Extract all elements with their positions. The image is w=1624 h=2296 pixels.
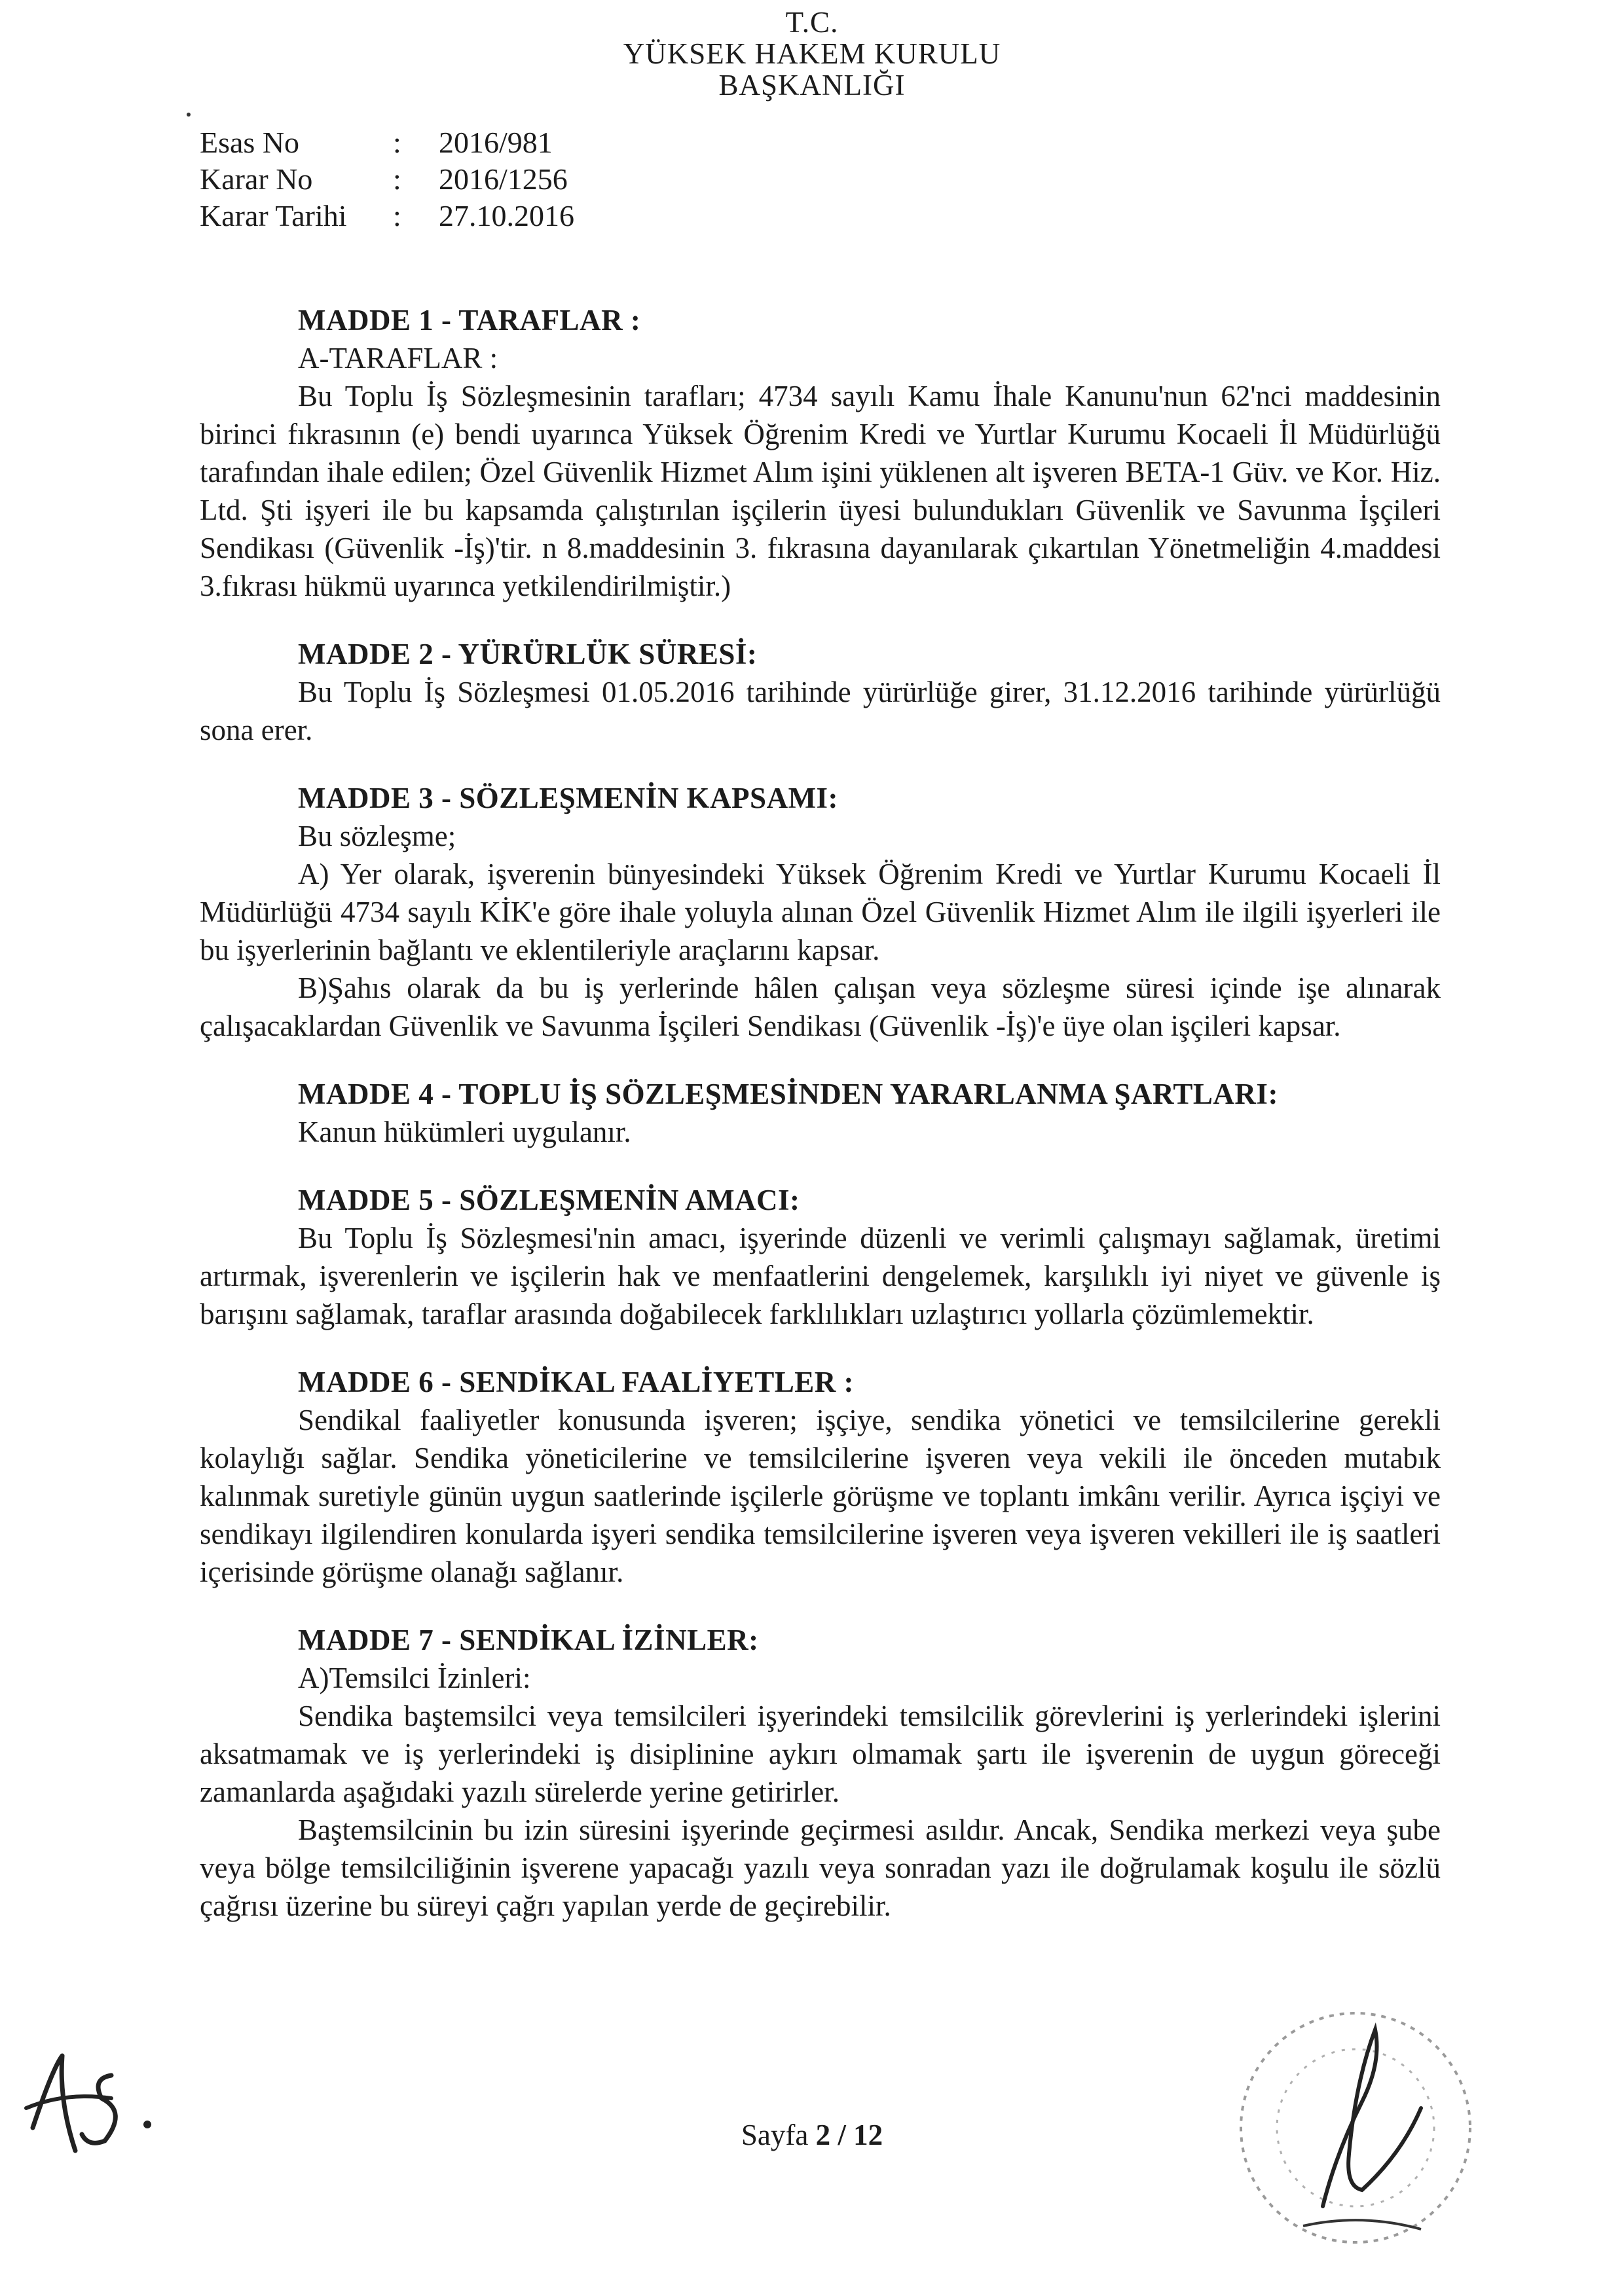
article-paragraph: Baştemsilcinin bu izin süresini işyerinde geçirmesi asıldır. Ancak, Sendika merkezi veya şube veya bölge temsilciliğinin işverene yapacağı yazılı veya sonradan yazı ile doğrulamak koşulu ile sözlü çağrısı üzerine bu süreyi çağrı yapılan yerde de geçirebilir.: [200, 1813, 1441, 1922]
document-body: [200, 301, 1441, 1955]
meta-sep: :: [393, 162, 401, 196]
article-heading: MADDE 3 - SÖZLEŞMENİN KAPSAMI:: [298, 782, 839, 814]
article-5: [200, 1181, 1441, 1333]
article-heading: MADDE 6 - SENDİKAL FAALİYETLER :: [298, 1366, 855, 1398]
article-1: [200, 301, 1441, 605]
article-heading: MADDE 4 - TOPLU İŞ SÖZLEŞMESİNDEN YARARLANMA ŞARTLARI:: [298, 1078, 1278, 1110]
article-heading: MADDE 2 - YÜRÜRLÜK SÜRESİ:: [298, 638, 758, 670]
article-heading: MADDE 7 - SENDİKAL İZİNLER:: [298, 1624, 759, 1656]
meta-sep: :: [393, 126, 401, 159]
meta-label: Karar Tarihi: [200, 199, 347, 232]
meta-row-esas: [200, 124, 574, 161]
article-paragraph: Bu Toplu İş Sözleşmesinin tarafları; 4734 sayılı Kamu İhale Kanunu'nun 62'nci maddesinin birinci fıkrasının (e) bendi uyarınca Yüksek Öğrenim Kredi ve Yurtlar Kurumu Kocaeli İl Müdürlüğü tarafından ihale edilen; Özel Güvenlik Hizmet Alım işini yüklenen alt işveren BETA-1 Güv. ve Kor. Hiz. Ltd. Şti işyeri ile bu kapsamda çalıştırılan işçilerin üyesi bulundukları Güvenlik ve Savunma İşçileri Sendikası (Güvenlik -İş)'tir. n 8.maddesinin 3. fıkrasına dayanılarak çıkartılan Yönetmeliğin 4.maddesi 3.fıkrası hükmü uyarınca yetkilendirilmiştir.): [200, 380, 1441, 602]
case-meta: [200, 124, 574, 234]
article-paragraph: Sendikal faaliyetler konusunda işveren; işçiye, sendika yönetici ve temsilcilerine gerekli kolaylığı sağlar. Sendika yöneticilerine ve temsilcilerine işveren veya vekili ile önceden mutabık kalınmak suretiyle günün uygun saatlerinde işçilerle görüşme ve toplantı imkânı verilir. Ayrıca işçiyi ve sendikayı ilgilendiren konularda işyeri sendika temsilcilerine işveren veya işveren vekilleri ile iş saatleri içerisinde görüşme olanağı sağlanır.: [200, 1404, 1441, 1588]
article-paragraph: A) Yer olarak, işverenin bünyesindeki Yüksek Öğrenim Kredi ve Yurtlar Kurumu Kocaeli İl Müdürlüğü 4734 sayılı KİK'e göre ihale yoluyla alınan Özel Güvenlik Hizmet Alım ile ilgili işyerleri ile bu işyerlerinin bağlantı ve eklentileriyle araçlarını kapsar.: [200, 858, 1441, 966]
article-3: [200, 779, 1441, 1045]
meta-row-tarih: [200, 198, 574, 234]
header-line-3: BAŞKANLIĞI: [718, 69, 906, 101]
meta-value: 2016/981: [439, 126, 553, 159]
article-4: [200, 1075, 1441, 1151]
header-line-2: YÜKSEK HAKEM KURULU: [623, 37, 1001, 70]
meta-sep: :: [393, 199, 401, 232]
meta-label: Karar No: [200, 162, 313, 196]
meta-value: 2016/1256: [439, 162, 568, 196]
article-heading: MADDE 5 - SÖZLEŞMENİN AMACI:: [298, 1184, 800, 1216]
article-heading: MADDE 1 - TARAFLAR :: [298, 304, 641, 337]
footer-label: Sayfa: [741, 2119, 816, 2151]
meta-value: 27.10.2016: [439, 199, 574, 232]
article-paragraph: Bu Toplu İş Sözleşmesi 01.05.2016 tarihinde yürürlüğe girer, 31.12.2016 tarihinde yürürlüğü sona erer.: [200, 676, 1441, 746]
article-7: [200, 1621, 1441, 1925]
article-subheading: A)Temsilci İzinleri:: [298, 1662, 531, 1694]
meta-row-karar: [200, 161, 574, 198]
header-line-1: T.C.: [785, 6, 839, 39]
article-paragraph: Bu Toplu İş Sözleşmesi'nin amacı, işyerinde düzenli ve verimli çalışmayı sağlamak, üretimi artırmak, işverenlerin ve işçilerin hak ve menfaatlerini dengelemek, karşılıklı iyi niyet ve güvenle iş barışını sağlamak, taraflar arasında doğabilecek farklılıkları uzlaştırıcı yollarla çözümlemektir.: [200, 1222, 1441, 1330]
article-6: [200, 1363, 1441, 1591]
article-subheading: Kanun hükümleri uygulanır.: [298, 1116, 631, 1148]
meta-label: Esas No: [200, 126, 300, 159]
article-paragraph: Sendika baştemsilci veya temsilcileri işyerindeki temsilcilik görevlerini iş yerlerindeki işlerini aksatmamak ve iş yerlerindeki iş disiplinine aykırı olmamak şartı ile işverenin de uygun göreceği zamanlarda aşağıdaki yazılı sürelerde yerine getirirler.: [200, 1700, 1441, 1808]
page-number: 2 / 12: [815, 2119, 883, 2151]
article-subheading: Bu sözleşme;: [298, 820, 456, 852]
article-subheading: A-TARAFLAR :: [298, 342, 498, 374]
article-2: [200, 635, 1441, 749]
scan-speck: [187, 113, 191, 117]
page-footer: [0, 2118, 1624, 2152]
article-paragraph: B)Şahıs olarak da bu iş yerlerinde hâlen çalışan veya sözleşme süresi içinde işe alınarak çalışacaklardan Güvenlik ve Savunma İşçileri Sendikası (Güvenlik -İş)'e üye olan işçileri kapsar.: [200, 972, 1441, 1042]
document-header: [0, 7, 1624, 101]
